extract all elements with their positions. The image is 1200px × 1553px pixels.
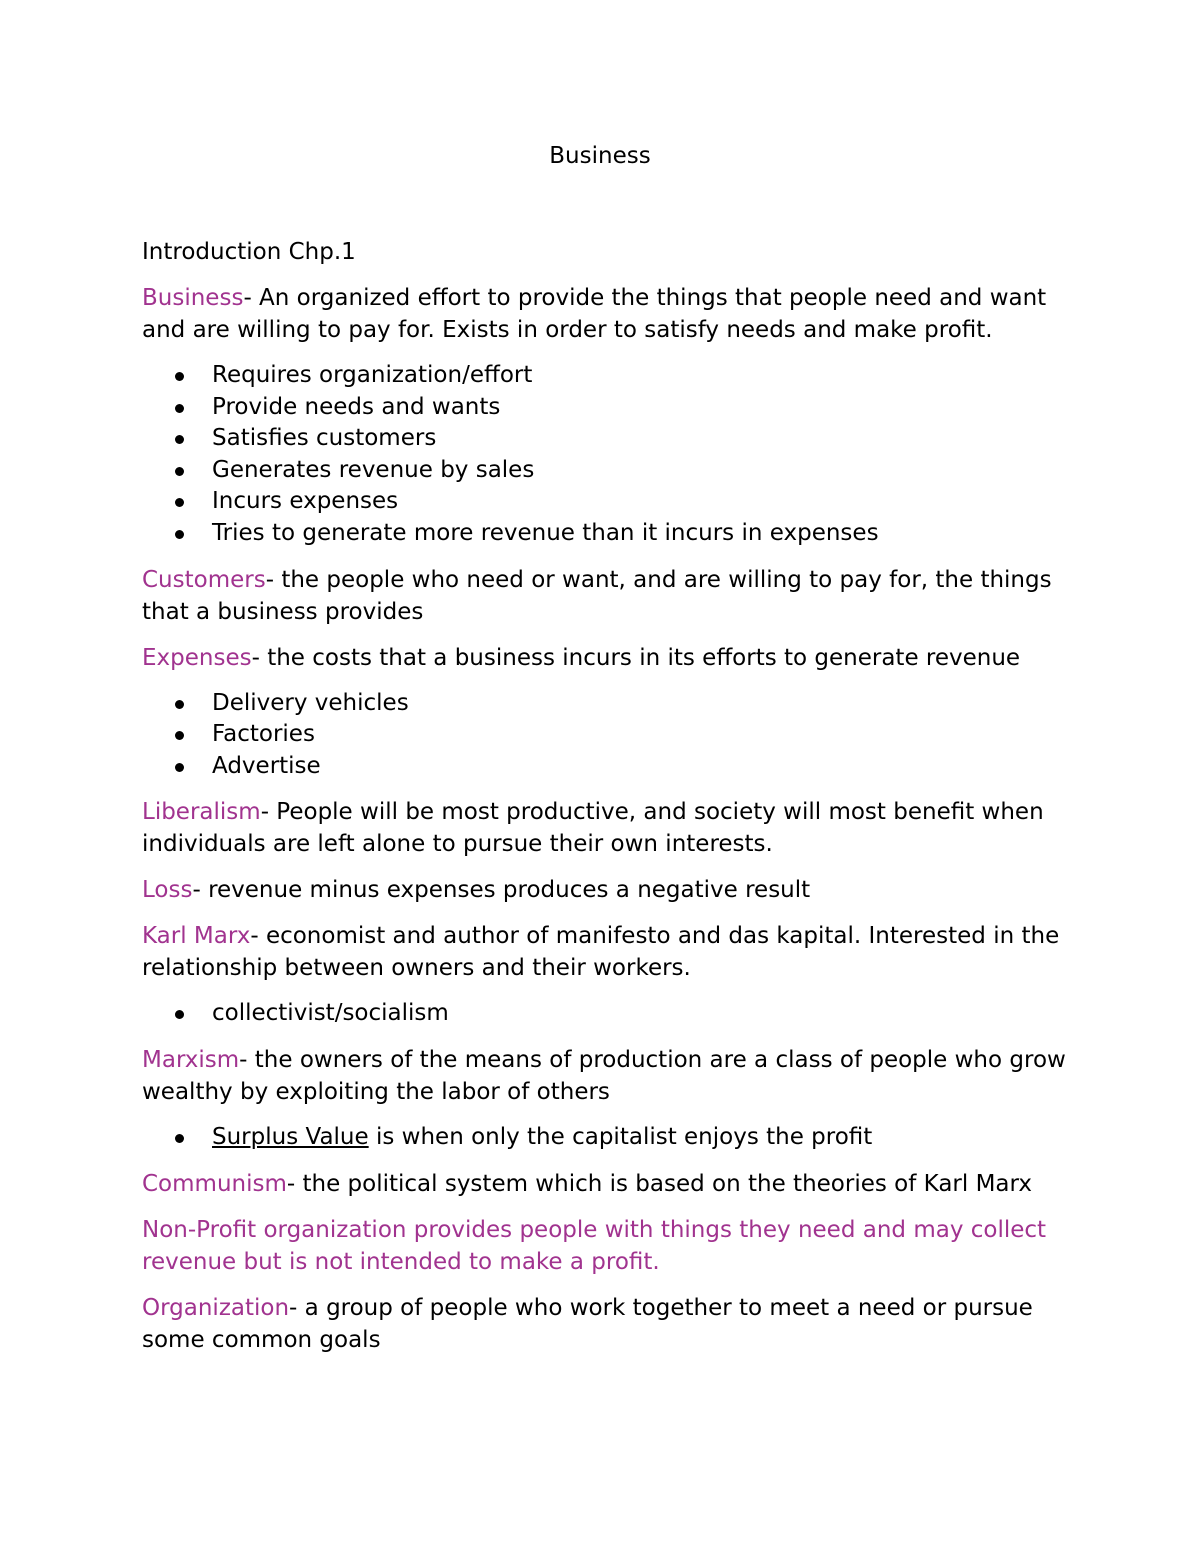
list-item: [142, 1122, 1072, 1154]
surplus-value-definition: is when only the capitalist enjoys the profit: [368, 1123, 873, 1150]
definition-business: - An organized effort to provide the things that people need and want and are willing to pay for. Exists in order to satisfy needs and make profit.: [142, 285, 1047, 343]
definition-customers: - the people who need or want, and are willing to pay for, the things that a business provides: [142, 566, 1052, 625]
term-loss: Loss: [142, 877, 193, 904]
term-marxism: Marxism: [142, 1046, 240, 1073]
karl-marx-bullet-list: [142, 998, 1072, 1030]
expenses-bullet-list: [142, 688, 1072, 783]
term-expenses: Expenses: [142, 644, 252, 671]
term-karl-marx: Karl Marx: [142, 923, 251, 950]
definition-karl-marx: - economist and author of manifesto and das kapital. Interested in the relationship between owners and their workers.: [142, 923, 1060, 982]
entry-customers: [142, 564, 1072, 628]
entry-communism: [142, 1168, 1072, 1200]
list-item: Delivery vehicles: [142, 688, 1072, 720]
term-liberalism: Liberalism: [142, 799, 261, 826]
list-item: Provide needs and wants: [142, 392, 1072, 424]
entry-liberalism: [142, 796, 1072, 860]
term-organization: Organization: [142, 1294, 290, 1321]
list-item: Generates revenue by sales: [142, 455, 1072, 487]
list-item: Tries to generate more revenue than it incurs in expenses: [142, 518, 1072, 550]
document-body: [142, 236, 1072, 1370]
entry-non-profit: Non-Profit organization provides people with things they need and may collect revenue but is not intended to make a profit.: [142, 1216, 1047, 1275]
list-item: Incurs expenses: [142, 486, 1072, 518]
entry-karl-marx: [142, 920, 1072, 984]
section-heading: Introduction Chp.1: [142, 239, 356, 265]
entry-expenses: [142, 642, 1072, 674]
definition-organization: - a group of people who work together to meet a need or pursue some common goals: [142, 1294, 1033, 1353]
definition-liberalism: - People will be most productive, and society will most benefit when individuals are left alone to pursue their own interests.: [142, 799, 1044, 858]
document-title: Business: [549, 143, 651, 169]
surplus-value-term: Surplus Value: [212, 1123, 369, 1150]
entry-organization: [142, 1292, 1072, 1356]
list-item: collectivist/socialism: [142, 998, 1072, 1030]
term-customers: Customers: [142, 566, 266, 593]
business-bullet-list: [142, 360, 1072, 550]
definition-expenses: - the costs that a business incurs in its efforts to generate revenue: [251, 644, 1021, 671]
entry-business: [142, 282, 1072, 346]
list-item: Satisfies customers: [142, 423, 1072, 455]
list-item: Advertise: [142, 751, 1072, 783]
definition-communism: - the political system which is based on the theories of Karl Marx: [286, 1170, 1032, 1197]
entry-marxism: [142, 1044, 1072, 1108]
list-item: Requires organization/effort: [142, 360, 1072, 392]
list-item: Factories: [142, 719, 1072, 751]
definition-loss: - revenue minus expenses produces a negative result: [192, 877, 811, 904]
entry-loss: [142, 874, 1072, 906]
marxism-bullet-list: [142, 1122, 1072, 1154]
definition-marxism: - the owners of the means of production are a class of people who grow wealthy by exploiting the labor of others: [142, 1046, 1066, 1105]
term-communism: Communism: [142, 1170, 287, 1197]
term-business: Business: [142, 285, 244, 311]
